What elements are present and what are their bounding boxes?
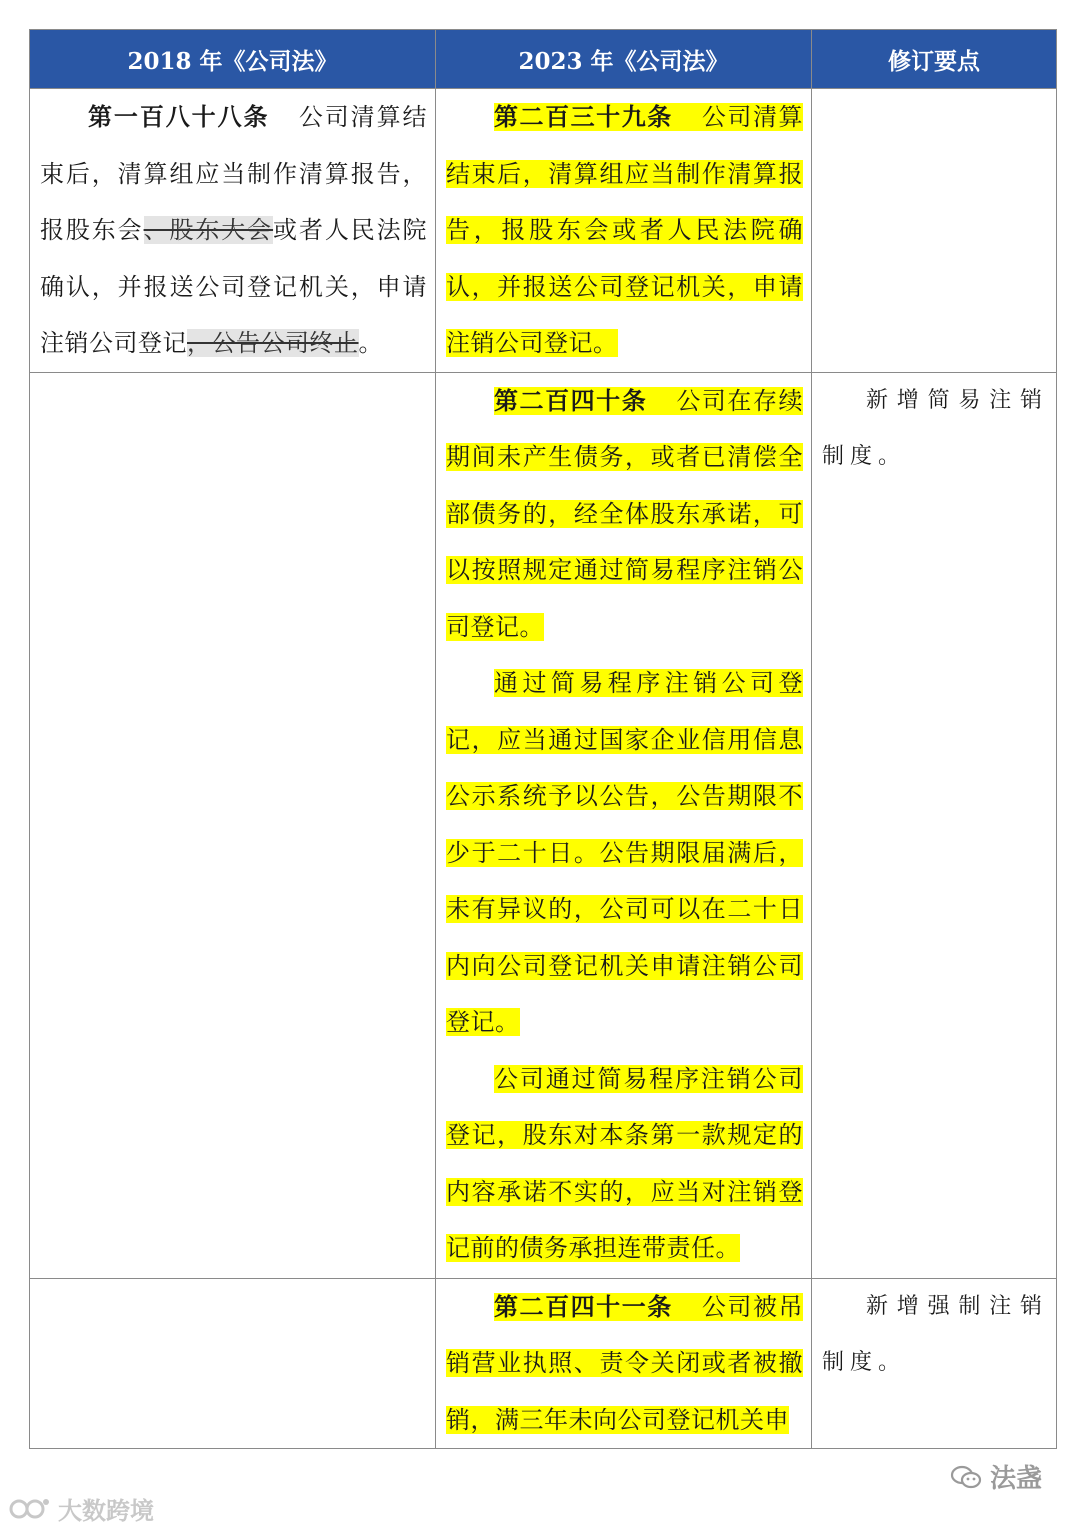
new-article-text: 公司被吊销营业执照、责令关闭或者被撤销，满三年未向公司登记机关申 bbox=[446, 1292, 804, 1434]
new-article-paragraph bbox=[446, 1279, 803, 1449]
old-text-part: 或者人民法院确认，并报送公司登记机关，申请注销公司登记 bbox=[40, 216, 428, 357]
old-law-cell bbox=[30, 89, 436, 373]
key-point-text: 新增简易注销制度。 bbox=[822, 387, 1048, 469]
chat-bubble-icon bbox=[950, 1464, 982, 1490]
key-point-text: 新增强制注销制度。 bbox=[822, 1293, 1048, 1375]
new-article-text: 公司清算结束后，清算组应当制作清算报告，报股东会或者人民法院确认，并报送公司登记机关，申请注销公司登记。 bbox=[446, 103, 804, 357]
new-article-paragraph bbox=[446, 1051, 803, 1277]
old-law-cell bbox=[30, 372, 436, 1278]
new-article-number: 第二百四十一条 bbox=[494, 1291, 673, 1321]
old-article-paragraph bbox=[40, 89, 427, 372]
header-2018: 2018 年《公司法》 bbox=[30, 30, 436, 89]
new-law-cell bbox=[436, 1278, 812, 1449]
new-article-paragraph bbox=[446, 373, 803, 656]
key-point-cell bbox=[812, 89, 1057, 373]
watermark-left-text: 大数跨境 bbox=[58, 1497, 154, 1525]
old-text-part: 公司清算结束后，清算组应当制作清算报告，报股东会 bbox=[40, 103, 428, 244]
old-article-number: 第一百八十八条 bbox=[88, 102, 270, 131]
new-article-number: 第二百四十条 bbox=[494, 385, 648, 415]
key-point-cell bbox=[812, 372, 1057, 1278]
watermark-left bbox=[8, 1491, 154, 1526]
new-article-paragraph bbox=[446, 89, 803, 372]
header-key-points: 修订要点 bbox=[812, 30, 1057, 89]
table-row bbox=[30, 1278, 1057, 1449]
table-row bbox=[30, 89, 1057, 373]
new-article-paragraph bbox=[446, 655, 803, 1051]
new-article-text: 公司通过简易程序注销公司登记，股东对本条第一款规定的内容承诺不实的，应当对注销登记前的债务承担连带责任。 bbox=[446, 1064, 803, 1262]
watermark-right-text: 法盏 bbox=[990, 1464, 1043, 1494]
brand-logo-icon bbox=[8, 1496, 52, 1522]
old-law-cell bbox=[30, 1278, 436, 1449]
header-2023: 2023 年《公司法》 bbox=[436, 30, 812, 89]
key-point-cell bbox=[812, 1278, 1057, 1449]
new-article-number: 第二百三十九条 bbox=[494, 102, 673, 131]
new-law-cell bbox=[436, 372, 812, 1278]
deleted-text: ，公告公司终止 bbox=[187, 329, 359, 357]
table-row bbox=[30, 372, 1057, 1278]
watermark-right bbox=[950, 1458, 1042, 1495]
header-row bbox=[30, 30, 1057, 89]
deleted-text: 、股东大会 bbox=[143, 216, 274, 244]
new-article-text: 通过简易程序注销公司登记，应当通过国家企业信用信息公示系统予以公告，公告期限不少于二十日。公告期限届满后，未有异议的，公司可以在二十日内向公司登记机关申请注销公司登记。 bbox=[446, 669, 803, 1036]
law-comparison-table bbox=[29, 29, 1057, 1449]
new-law-cell bbox=[436, 89, 812, 373]
new-article-text: 公司在存续期间未产生债务，或者已清偿全部债务的，经全体股东承诺，可以按照规定通过简易程序注销公司登记。 bbox=[446, 386, 804, 641]
old-text-part: 。 bbox=[358, 329, 383, 357]
